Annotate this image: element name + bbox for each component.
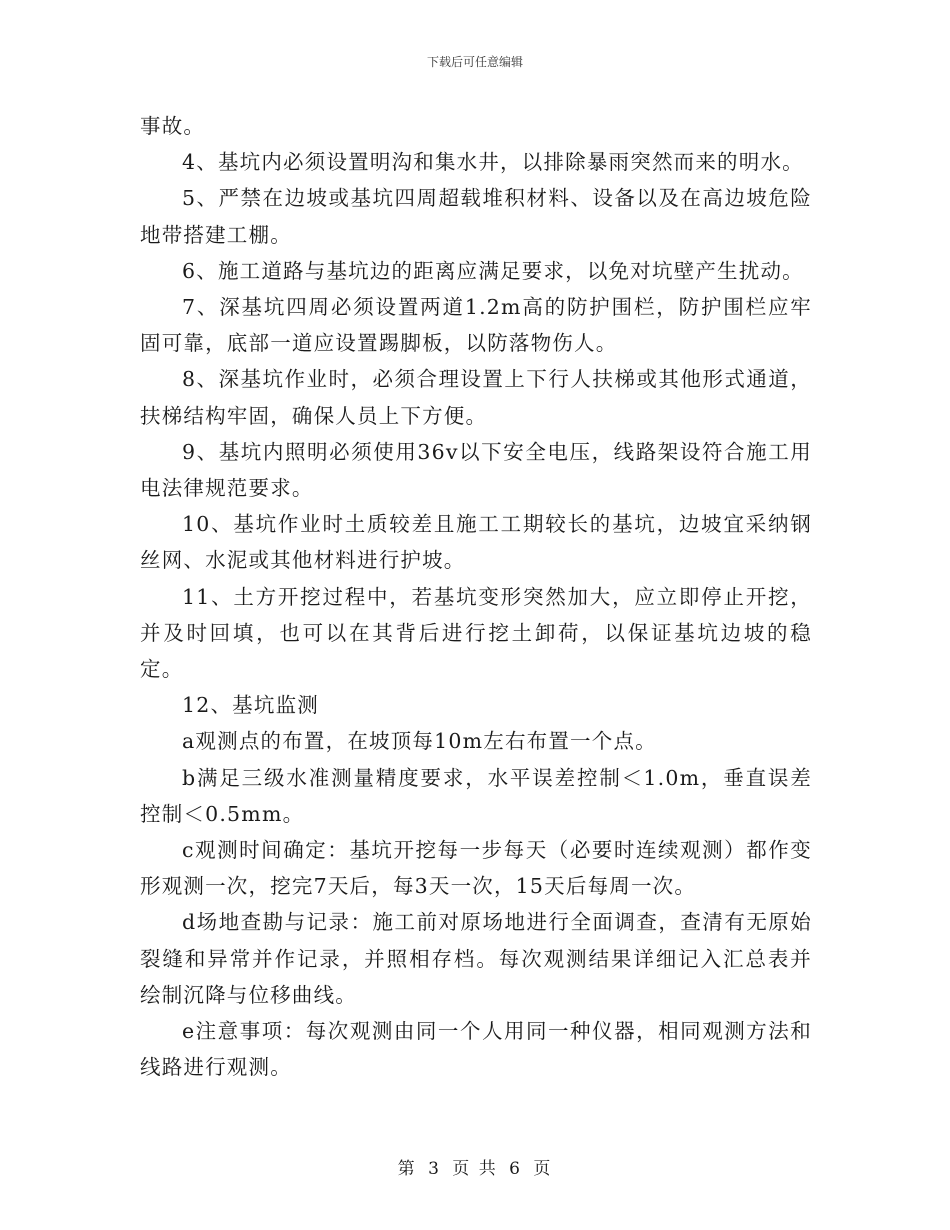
paragraph: 12、基坑监测 (182, 693, 319, 718)
paragraph: 4、基坑内必须设置明沟和集水井，以排除暴雨突然而来的明水。 (182, 150, 804, 175)
paragraph: 事故。 (140, 114, 206, 138)
paragraph: 10、基坑作业时土质较差且施工工期较长的基坑，边坡宜采纳钢丝网、水泥或其他材料进行护坡。 (140, 512, 812, 573)
paragraph: a观测点的布置，在坡顶每10m左右布置一个点。 (182, 729, 657, 754)
page-header: 下载后可任意编辑 (426, 55, 523, 69)
footer-total-pages: 6 (509, 1159, 522, 1179)
paragraph: d场地查勘与记录：施工前对原场地进行全面调查，查清有无原始裂缝和异常并作记录，并照相存档。每次观测结果详细记入汇总表并绘制沉降与位移曲线。 (140, 910, 812, 1007)
paragraph: 7、深基坑四周必须设置两道1.2m高的防护围栏，防护围栏应牢固可靠，底部一道应设置踢脚板，以防落物伤人。 (140, 295, 812, 356)
paragraph: 6、施工道路与基坑边的距离应满足要求，以免对坑壁产生扰动。 (182, 258, 804, 283)
footer-prefix: 第 (397, 1159, 417, 1179)
footer-suffix: 页 (533, 1159, 553, 1179)
paragraph: 8、深基坑作业时，必须合理设置上下行人扶梯或其他形式通道，扶梯结构牢固，确保人员上下方便。 (140, 367, 812, 428)
paragraph: c观测时间确定：基坑开挖每一步每天（必要时连续观测）都作变形观测一次，挖完7天后，每3天一次，15天后每周一次。 (140, 838, 812, 899)
paragraph: 11、土方开挖过程中，若基坑变形突然加大，应立即停止开挖，并及时回填，也可以在其背后进行挖土卸荷，以保证基坑边坡的稳定。 (140, 584, 812, 682)
paragraph: e注意事项：每次观测由同一个人用同一种仪器，相同观测方法和线路进行观测。 (140, 1019, 812, 1080)
footer-middle: 页 共 (452, 1159, 498, 1179)
paragraph: 9、基坑内照明必须使用36v以下安全电压，线路架设符合施工用电法律规范要求。 (140, 439, 812, 501)
page-footer (0, 1154, 950, 1179)
paragraph: 5、严禁在边坡或基坑四周超载堆积材料、设备以及在高边坡危险地带搭建工棚。 (140, 186, 812, 247)
document-body (140, 108, 812, 1085)
footer-page-number: 3 (428, 1159, 441, 1179)
paragraph: b满足三级水准测量精度要求，水平误差控制＜1.0m，垂直误差控制＜0.5mm。 (140, 765, 812, 826)
